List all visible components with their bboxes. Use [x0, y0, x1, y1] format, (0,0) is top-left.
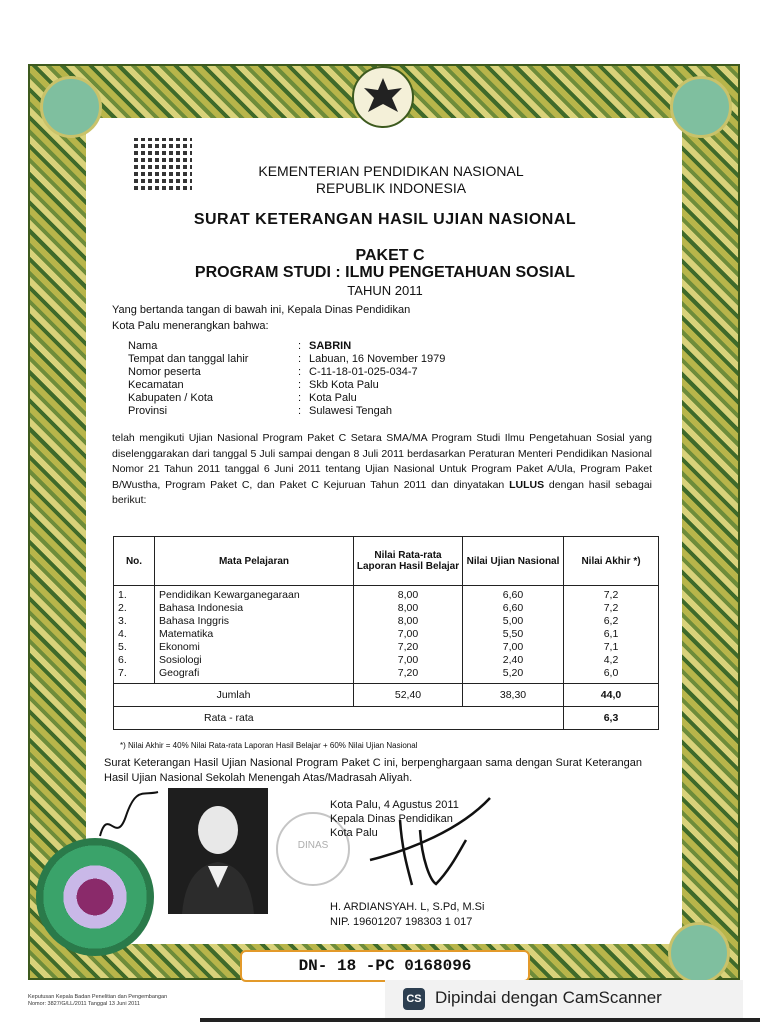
jumlah-row: Jumlah 52,40 38,30 44,0 [114, 684, 659, 707]
closing-statement: Surat Keterangan Hasil Ujian Nasional Program Paket C ini, berpenghargaan sama dengan Surat Keterangan Hasil Ujian Nasional Sekolah Menengah Atas/Madrasah Aliyah. [104, 757, 642, 784]
table-header-row [114, 537, 659, 586]
official-name: H. ARDIANSYAH. L, S.Pd, M.Si [330, 901, 485, 913]
field-value-city: Kota Palu [309, 392, 357, 404]
field-label-city: Kabupaten / Kota [128, 392, 214, 404]
field-colon: : [298, 392, 302, 404]
field-label-participant-number: Nomor peserta [128, 366, 201, 378]
program-title: PROGRAM STUDI : ILMU PENGETAHUAN SOSIAL [194, 264, 576, 281]
bottom-small-print: Keputusan Kepala Badan Penelitian dan Pengembangan Nomor: 3827/G/LL/2011 Tanggal 13 Juni 2011 [28, 994, 168, 1007]
field-label-birth: Tempat dan tanggal lahir [128, 353, 249, 365]
field-colon: : [298, 340, 302, 352]
field-label-province: Provinsi [128, 405, 168, 417]
participant-signature-icon [96, 786, 166, 846]
table-row: 4. Matematika 7,00 5,50 6,1 [114, 628, 659, 641]
field-value-province: Sulawesi Tengah [309, 405, 392, 417]
field-label-name: Nama [128, 340, 158, 352]
footnote: *) Nilai Akhir = 40% Nilai Rata-rata Laporan Hasil Belajar + 60% Nilai Ujian Nasional [120, 741, 418, 750]
person-silhouette-icon [168, 788, 268, 914]
official-signature-icon [350, 790, 510, 890]
table-row: 2. Bahasa Indonesia 8,00 6,60 7,2 [114, 602, 659, 615]
field-colon: : [298, 405, 302, 417]
camscanner-logo-icon: CS [403, 988, 425, 1010]
signature-place-date: Kota Palu, 4 Agustus 2011 [330, 799, 459, 811]
embossed-seal [36, 838, 154, 956]
field-value-name: SABRIN [309, 340, 352, 352]
field-colon: : [298, 353, 302, 365]
table-row: 5. Ekonomi 7,20 7,00 7,1 [114, 641, 659, 654]
field-label-district: Kecamatan [128, 379, 184, 391]
camscanner-watermark [385, 980, 743, 1018]
document-title: SURAT KETERANGAN HASIL UJIAN NASIONAL [193, 211, 577, 228]
header-subject: Mata Pelajaran [155, 537, 354, 586]
qr-code [134, 138, 192, 190]
paket-title: PAKET C [355, 247, 425, 264]
header-rapor: Nilai Rata-rata Laporan Hasil Belajar [354, 537, 463, 586]
year-title: TAHUN 2011 [347, 283, 423, 298]
ministry-name: KEMENTERIAN PENDIDIKAN NASIONAL REPUBLIK INDONESIA [258, 163, 524, 196]
bottom-edge-line [200, 1018, 760, 1022]
garuda-emblem-icon [350, 64, 416, 130]
table-row: 3. Bahasa Inggris 8,00 5,00 6,2 [114, 615, 659, 628]
field-colon: : [298, 366, 302, 378]
field-value-participant-number: C-11-18-01-025-034-7 [309, 366, 418, 378]
table-row: 6. Sosiologi 7,00 2,40 4,2 [114, 654, 659, 667]
participant-photo [168, 788, 268, 914]
header-ujian: Nilai Ujian Nasional [463, 537, 564, 586]
table-row: 1. Pendidikan Kewarganegaraan 8,00 6,60 7,2 [114, 586, 659, 603]
intro-text: Yang bertanda tangan di bawah ini, Kepala Dinas Pendidikan Kota Palu menerangkan bahwa: [112, 304, 411, 332]
signature-position-city: Kota Palu [330, 827, 378, 839]
field-value-birth: Labuan, 16 November 1979 [309, 353, 446, 365]
grades-table [113, 536, 659, 730]
official-stamp: DINAS [276, 812, 350, 886]
status-pass: LULUS [509, 478, 545, 491]
statement-paragraph: telah mengikuti Ujian Nasional Program Paket C Setara SMA/MA Program Studi Ilmu Pengetahuan Sosial yang diselenggarakan dari tanggal 5 Juli sampai dengan 8 Juli 2011 berdasarkan Peraturan Menteri Pendidikan Nasional Nomor 21 Tahun 2011 tanggal 6 Juni 2011 tentang Ujian Nasional Untuk Program Paket A/Ula, Program Paket B/Wustha, Program Paket C, dan Paket C Kejuruan Tahun 2011 dan dinyatakan LULUS dengan hasil sebagai berikut: [112, 432, 652, 506]
official-nip: NIP. 19601207 198303 1 017 [330, 916, 473, 928]
corner-ornament-icon [670, 76, 732, 138]
header-no: No. [114, 537, 155, 586]
camscanner-label: Dipindai dengan CamScanner [435, 988, 662, 1007]
header-akhir: Nilai Akhir *) [564, 537, 659, 586]
field-value-district: Skb Kota Palu [309, 379, 379, 391]
corner-ornament-icon [668, 922, 730, 984]
field-colon: : [298, 379, 302, 391]
signature-position: Kepala Dinas Pendidikan [330, 813, 453, 825]
table-row: 7. Geografi 7,20 5,20 6,0 [114, 667, 659, 684]
rata-row: Rata - rata 6,3 [114, 707, 659, 730]
corner-ornament-icon [40, 76, 102, 138]
serial-number: DN- 18 -PC 0168096 [240, 950, 530, 982]
